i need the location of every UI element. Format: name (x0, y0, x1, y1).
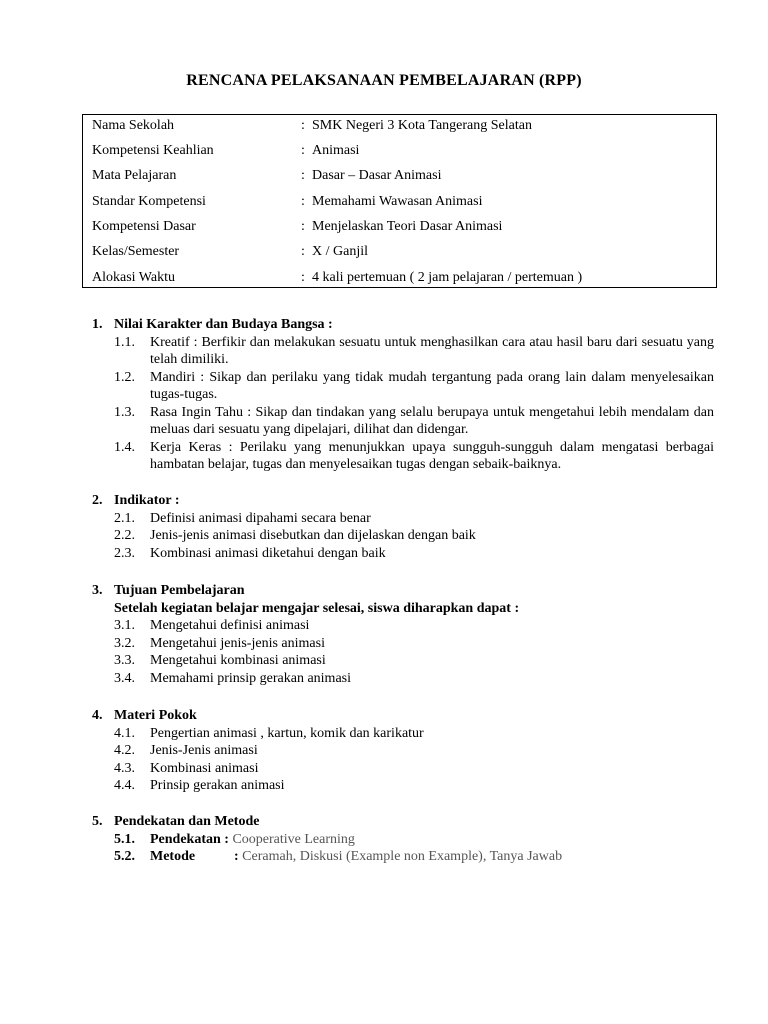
item-number: 5.1. (114, 831, 135, 847)
list-item (92, 760, 714, 778)
section-number: 2. (92, 493, 103, 508)
item-text: Pengertian animasi , kartun, komik dan karikatur (150, 725, 424, 741)
section-title: Indikator : (114, 493, 180, 508)
list-item (92, 777, 714, 795)
info-colon: : (301, 118, 305, 133)
info-value: Dasar – Dasar Animasi (312, 168, 442, 183)
section-number: 4. (92, 708, 103, 723)
item-number: 3.2. (114, 635, 135, 651)
item-number: 2.3. (114, 545, 135, 561)
info-label: Kompetensi Keahlian (92, 143, 214, 158)
item-number: 1.4. (114, 439, 135, 455)
item-number: 4.4. (114, 778, 135, 793)
info-value: 4 kali pertemuan ( 2 jam pelajaran / pertemuan ) (312, 270, 583, 285)
info-label: Kelas/Semester (92, 244, 180, 259)
info-value: Animasi (312, 143, 360, 158)
method-colon: : (234, 849, 239, 864)
item-text: Mandiri : Sikap dan perilaku yang tidak mudah tergantung pada orang lain dalam menyelesaikan tugas-tugas. (150, 369, 714, 402)
section-title: Pendekatan dan Metode (114, 814, 260, 829)
list-item (92, 848, 714, 866)
info-row-time-allocation (83, 270, 716, 295)
item-text: Mengetahui definisi animasi (150, 618, 310, 633)
info-label: Mata Pelajaran (92, 168, 177, 183)
section-approach-method (92, 813, 714, 866)
section-heading (92, 316, 714, 334)
item-number: 1.3. (114, 404, 135, 420)
list-item (92, 670, 714, 688)
item-number: 5.2. (114, 849, 135, 864)
approach-label: Pendekatan : (150, 831, 229, 847)
list-item (92, 527, 714, 545)
item-text: Mengetahui kombinasi animasi (150, 653, 326, 668)
method-value: Ceramah, Diskusi (Example non Example), Tanya Jawab (242, 849, 563, 864)
item-text: Jenis-jenis animasi disebutkan dan dijelaskan dengan baik (150, 528, 476, 543)
item-number: 2.2. (114, 528, 135, 543)
list-item (92, 617, 714, 635)
item-text: Memahami prinsip gerakan animasi (150, 670, 351, 686)
section-heading (92, 582, 714, 600)
list-item (92, 831, 714, 849)
info-row-class-semester (83, 244, 716, 269)
info-row-school (83, 118, 716, 143)
info-colon: : (301, 270, 305, 285)
info-colon: : (301, 168, 305, 183)
item-text: Kreatif : Berfikir dan melakukan sesuatu untuk menghasilkan cara atau hasil baru dari sesuatu yang telah dimiliki. (150, 334, 714, 367)
school-info-table (82, 114, 717, 288)
list-item (92, 725, 714, 743)
section-title: Nilai Karakter dan Budaya Bangsa : (114, 317, 333, 332)
item-number: 4.3. (114, 760, 135, 776)
item-text: Prinsip gerakan animasi (150, 778, 285, 793)
list-item (92, 545, 714, 563)
section-heading (92, 492, 714, 510)
list-item (92, 652, 714, 670)
info-colon: : (301, 194, 305, 209)
info-row-basic-competency (83, 219, 716, 244)
info-row-subject (83, 168, 716, 193)
list-item (92, 334, 714, 369)
item-number: 4.2. (114, 743, 135, 758)
section-character-values (92, 316, 714, 474)
item-number: 3.3. (114, 653, 135, 668)
item-number: 4.1. (114, 725, 135, 741)
section-indicators (92, 492, 714, 562)
info-label: Kompetensi Dasar (92, 219, 196, 234)
item-number: 3.1. (114, 618, 135, 633)
item-text: Jenis-Jenis animasi (150, 743, 258, 758)
info-value: Memahami Wawasan Animasi (312, 194, 483, 209)
section-learning-objectives (92, 582, 714, 687)
info-label: Nama Sekolah (92, 118, 175, 133)
info-value: X / Ganjil (312, 244, 368, 259)
info-row-standard-competency (83, 194, 716, 219)
info-colon: : (301, 143, 305, 158)
item-number: 1.1. (114, 334, 135, 350)
section-title: Materi Pokok (114, 708, 197, 723)
item-text: Kombinasi animasi diketahui dengan baik (150, 545, 386, 561)
list-item (92, 742, 714, 760)
item-text: Definisi animasi dipahami secara benar (150, 510, 371, 526)
info-row-competency-skill (83, 143, 716, 168)
list-item (92, 510, 714, 528)
info-colon: : (301, 244, 305, 259)
info-label: Alokasi Waktu (92, 270, 175, 285)
section-number: 1. (92, 317, 103, 332)
item-number: 3.4. (114, 670, 135, 686)
info-value: Menjelaskan Teori Dasar Animasi (312, 219, 503, 234)
item-number: 2.1. (114, 510, 135, 526)
method-label: Metode (150, 849, 196, 864)
item-text: Kerja Keras : Perilaku yang menunjukkan upaya sungguh-sungguh dalam mengatasi berbagai hambatan belajar, tugas dan menyelesaikan tugas dengan sebaik-baiknya. (150, 439, 714, 472)
list-item (92, 369, 714, 404)
item-number: 1.2. (114, 369, 135, 385)
info-value: SMK Negeri 3 Kota Tangerang Selatan (312, 118, 532, 133)
list-item (92, 439, 714, 474)
section-main-material (92, 707, 714, 795)
approach-value: Cooperative Learning (232, 831, 355, 847)
item-text: Rasa Ingin Tahu : Sikap dan tindakan yang selalu berupaya untuk mengetahui lebih mendalam dan meluas dari sesuatu yang dipelajari, dilihat dan didengar. (150, 404, 714, 437)
page-title: RENCANA PELAKSANAAN PEMBELAJARAN (RPP) (186, 72, 582, 89)
section-subtitle: Setelah kegiatan belajar mengajar selesai, siswa diharapkan dapat : (114, 600, 520, 616)
section-heading (92, 813, 714, 831)
list-item (92, 404, 714, 439)
item-text: Kombinasi animasi (150, 760, 259, 776)
info-label: Standar Kompetensi (92, 194, 206, 209)
info-colon: : (301, 219, 305, 234)
section-number: 3. (92, 583, 103, 598)
section-title: Tujuan Pembelajaran (114, 583, 245, 598)
section-number: 5. (92, 814, 103, 829)
list-item (92, 635, 714, 653)
item-text: Mengetahui jenis-jenis animasi (150, 635, 325, 651)
section-heading (92, 707, 714, 725)
